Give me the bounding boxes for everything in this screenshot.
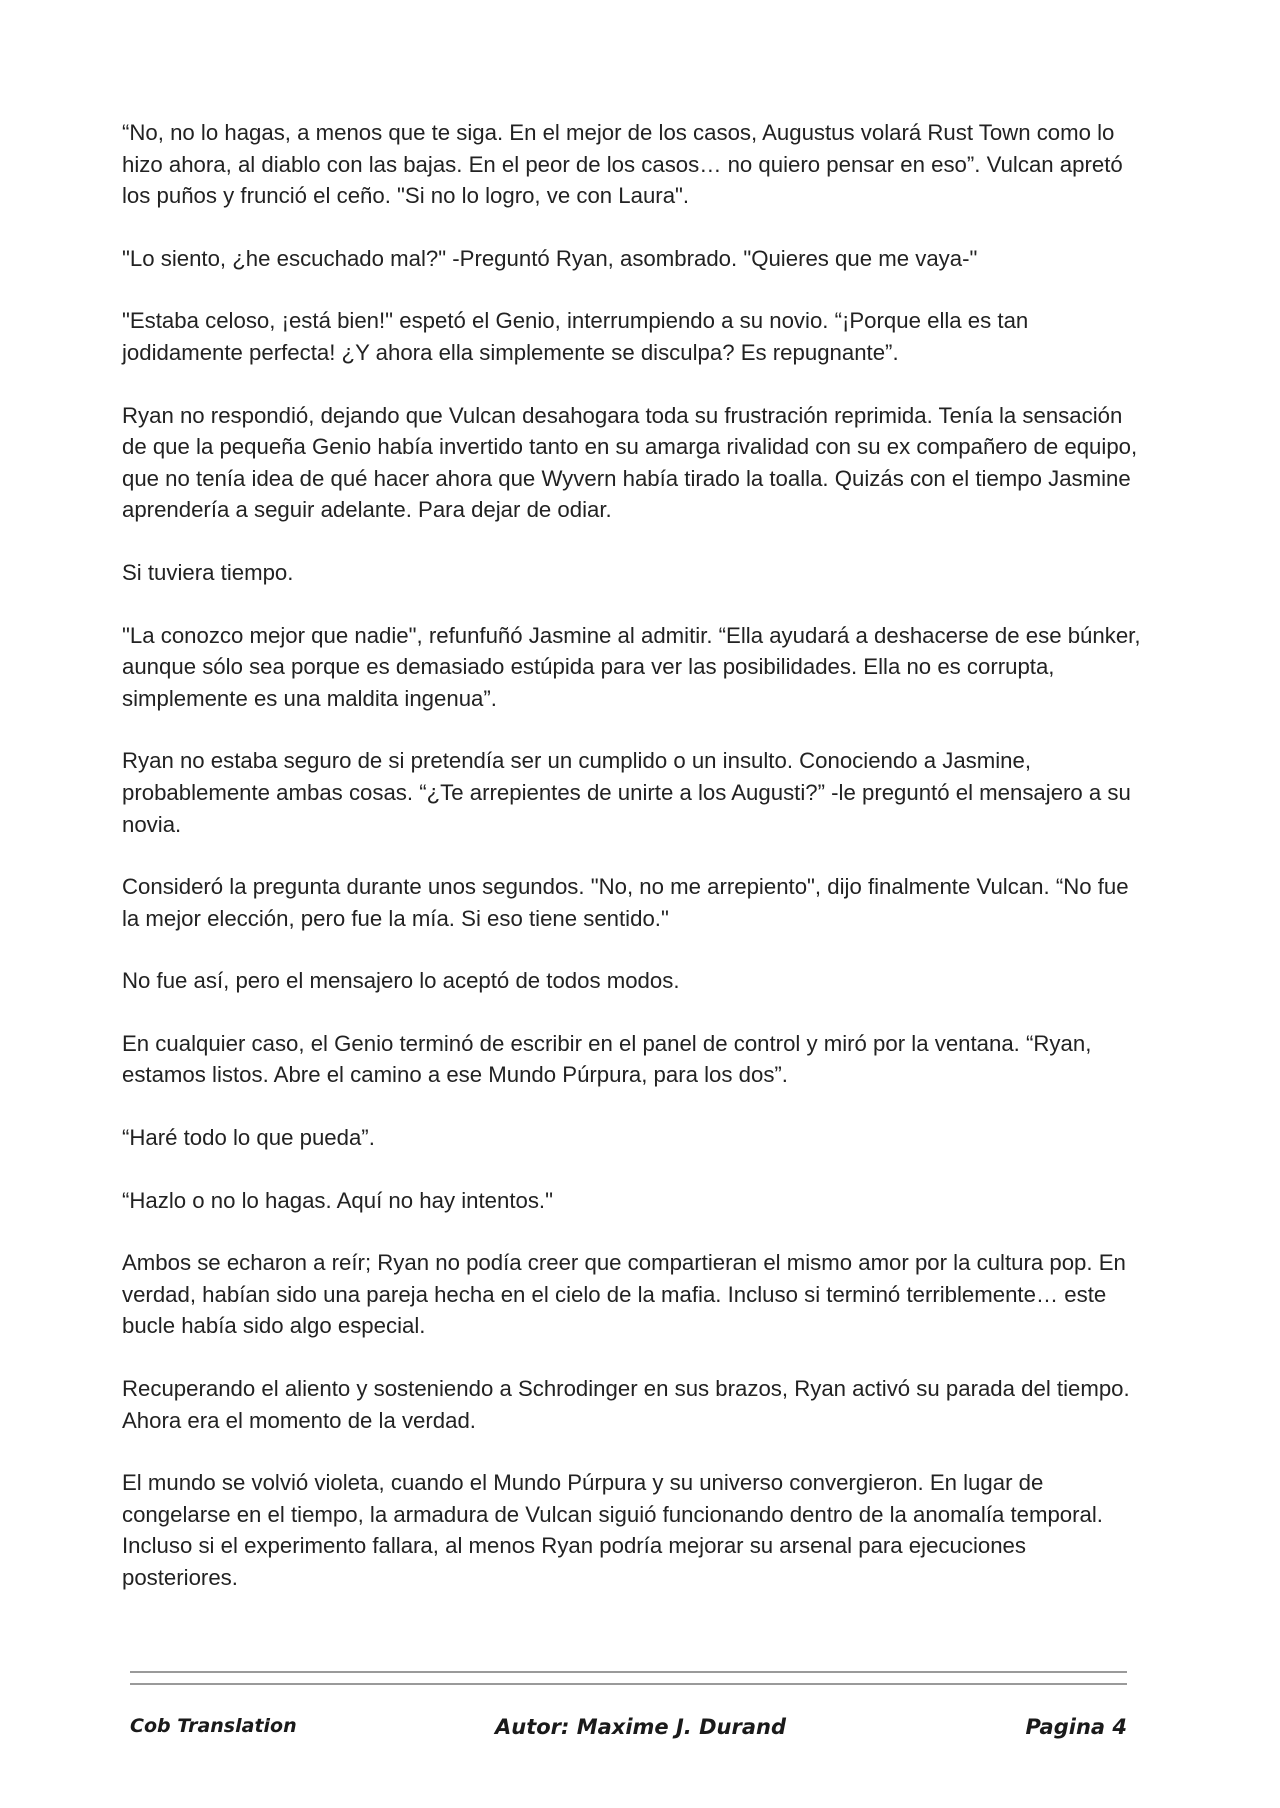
paragraph: "La conozco mejor que nadie", refunfuñó Jasmine al admitir. “Ella ayudará a deshacerse de ese búnker, aunque sólo sea porque es demasiado estúpida para ver las posibilidades. Ella no es corrupta, simplemente es una maldita ingenua”.	[122, 622, 1141, 711]
paragraph: En cualquier caso, el Genio terminó de escribir en el panel de control y miró por la ventana. “Ryan, estamos listos. Abre el camino a ese Mundo Púrpura, para los dos”.	[122, 1030, 1092, 1088]
footer-page-number: Pagina 4	[1025, 1715, 1127, 1739]
paragraph: "Lo siento, ¿he escuchado mal?" -Preguntó Ryan, asombrado. "Quieres que me vaya-"	[122, 245, 978, 271]
page-footer	[130, 1715, 1127, 1745]
document-body	[122, 117, 1142, 1625]
paragraph: “Hazlo o no lo hagas. Aquí no hay intentos."	[122, 1187, 553, 1213]
paragraph: "Estaba celoso, ¡está bien!" espetó el Genio, interrumpiendo a su novio. “¡Porque ella es tan jodidamente perfecta! ¿Y ahora ella simplemente se disculpa? Es repugnante”.	[122, 308, 1029, 365]
paragraph: “Haré todo lo que pueda”.	[122, 1125, 375, 1151]
footer-divider-bottom	[130, 1683, 1127, 1685]
footer-translator: Cob Translation	[130, 1715, 297, 1737]
paragraph: No fue así, pero el mensajero lo aceptó de todos modos.	[122, 968, 680, 994]
paragraph: Ryan no estaba seguro de si pretendía ser un cumplido o un insulto. Conociendo a Jasmine, probablemente ambas cosas. “¿Te arrepientes de unirte a los Augusti?” -le preguntó el mensajero a su novia.	[122, 748, 1131, 837]
paragraph: Ryan no respondió, dejando que Vulcan desahogara toda su frustración reprimida. Tenía la sensación de que la pequeña Genio había invertido tanto en su amarga rivalidad con su ex compañero de equipo, que no tenía idea de qué hacer ahora que Wyvern había tirado la toalla. Quizás con el tiempo Jasmine aprendería a seguir adelante. Para dejar de odiar.	[122, 402, 1138, 523]
footer-divider-top	[130, 1671, 1127, 1673]
paragraph: “No, no lo hagas, a menos que te siga. En el mejor de los casos, Augustus volará Rust Town como lo hizo ahora, al diablo con las bajas. En el peor de los casos… no quiero pensar en eso”. Vulcan apretó los puños y frunció el ceño. "Si no lo logro, ve con Laura".	[122, 120, 1123, 209]
paragraph: Consideró la pregunta durante unos segundos. "No, no me arrepiento", dijo finalmente Vulcan. “No fue la mejor elección, pero fue la mía. Si eso tiene sentido."	[122, 874, 1129, 931]
paragraph: Recuperando el aliento y sosteniendo a Schrodinger en sus brazos, Ryan activó su parada del tiempo. Ahora era el momento de la verdad.	[122, 1376, 1130, 1433]
footer-author: Autor: Maxime J. Durand	[495, 1715, 786, 1739]
paragraph: El mundo se volvió violeta, cuando el Mundo Púrpura y su universo convergieron. En lugar de congelarse en el tiempo, la armadura de Vulcan siguió funcionando dentro de la anomalía temporal. Incluso si el experimento fallara, al menos Ryan podría mejorar su arsenal para ejecuciones posteriores.	[122, 1470, 1103, 1590]
paragraph: Si tuviera tiempo.	[122, 559, 294, 585]
paragraph: Ambos se echaron a reír; Ryan no podía creer que compartieran el mismo amor por la cultura pop. En verdad, habían sido una pareja hecha en el cielo de la mafia. Incluso si terminó terriblemente… este bucle había sido algo especial.	[122, 1250, 1126, 1339]
